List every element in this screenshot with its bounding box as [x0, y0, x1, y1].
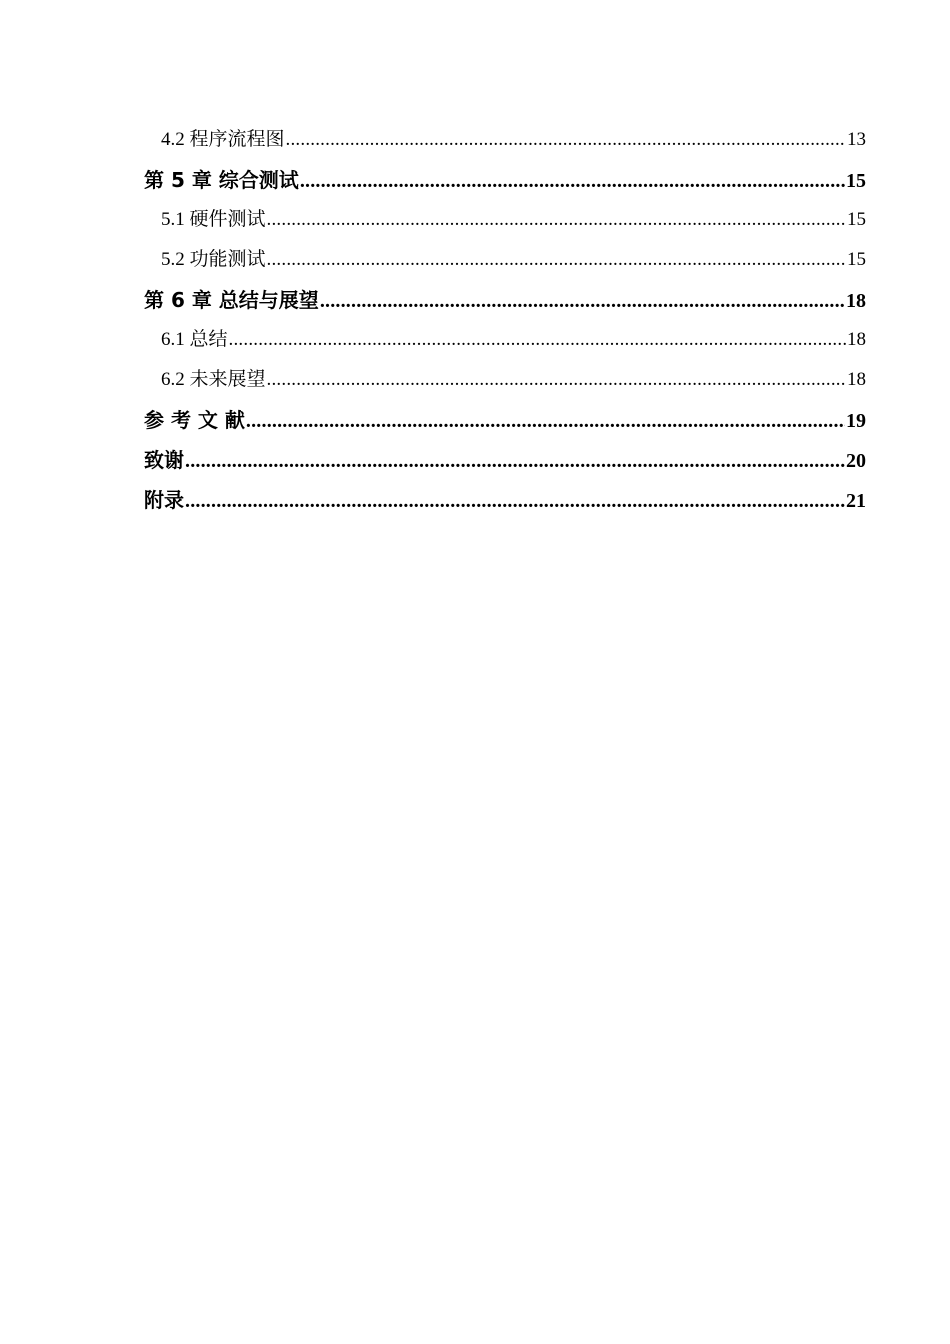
toc-entry-references[interactable]	[144, 400, 866, 440]
toc-leader-dots	[267, 200, 846, 240]
toc-entry-page: 15	[847, 249, 866, 270]
toc-entry-5-2[interactable]	[144, 240, 866, 280]
toc-entry-title: 6.2 未来展望	[161, 369, 266, 390]
toc-entry-page: 21	[846, 490, 866, 512]
toc-entry-4-2[interactable]	[144, 120, 866, 160]
toc-entry-chapter-5[interactable]	[144, 160, 866, 200]
toc-entry-6-2[interactable]	[144, 360, 866, 400]
table-of-contents	[144, 120, 866, 520]
toc-entry-title: 附录	[144, 488, 184, 512]
toc-entry-chapter-6[interactable]	[144, 280, 866, 320]
toc-leader-dots	[267, 240, 846, 280]
toc-leader-dots	[286, 120, 846, 160]
toc-entry-title: 4.2 程序流程图	[161, 129, 285, 150]
toc-entry-page: 13	[847, 129, 866, 150]
toc-entry-page: 15	[846, 170, 866, 192]
toc-entry-acknowledgements[interactable]	[144, 440, 866, 480]
toc-leader-dots	[267, 360, 846, 400]
toc-leader-dots	[185, 481, 845, 520]
toc-leader-dots	[300, 161, 845, 200]
toc-entry-page: 19	[846, 410, 866, 432]
toc-entry-title: 参 考 文 献	[144, 408, 245, 432]
toc-entry-page: 15	[847, 209, 866, 230]
toc-entry-title: 5.2 功能测试	[161, 249, 266, 270]
toc-entry-title: 第 6 章 总结与展望	[144, 288, 319, 312]
toc-leader-dots	[185, 441, 845, 480]
toc-entry-page: 20	[846, 450, 866, 472]
toc-entry-page: 18	[847, 369, 866, 390]
toc-entry-6-1[interactable]	[144, 320, 866, 360]
toc-leader-dots	[246, 401, 845, 440]
toc-leader-dots	[229, 320, 846, 360]
toc-entry-page: 18	[847, 329, 866, 350]
toc-leader-dots	[320, 281, 845, 320]
toc-entry-title: 5.1 硬件测试	[161, 209, 266, 230]
toc-entry-title: 第 5 章 综合测试	[144, 168, 299, 192]
toc-entry-appendix[interactable]	[144, 480, 866, 520]
toc-entry-page: 18	[846, 290, 866, 312]
toc-entry-title: 6.1 总结	[161, 329, 228, 350]
toc-entry-title: 致谢	[144, 448, 184, 472]
toc-entry-5-1[interactable]	[144, 200, 866, 240]
